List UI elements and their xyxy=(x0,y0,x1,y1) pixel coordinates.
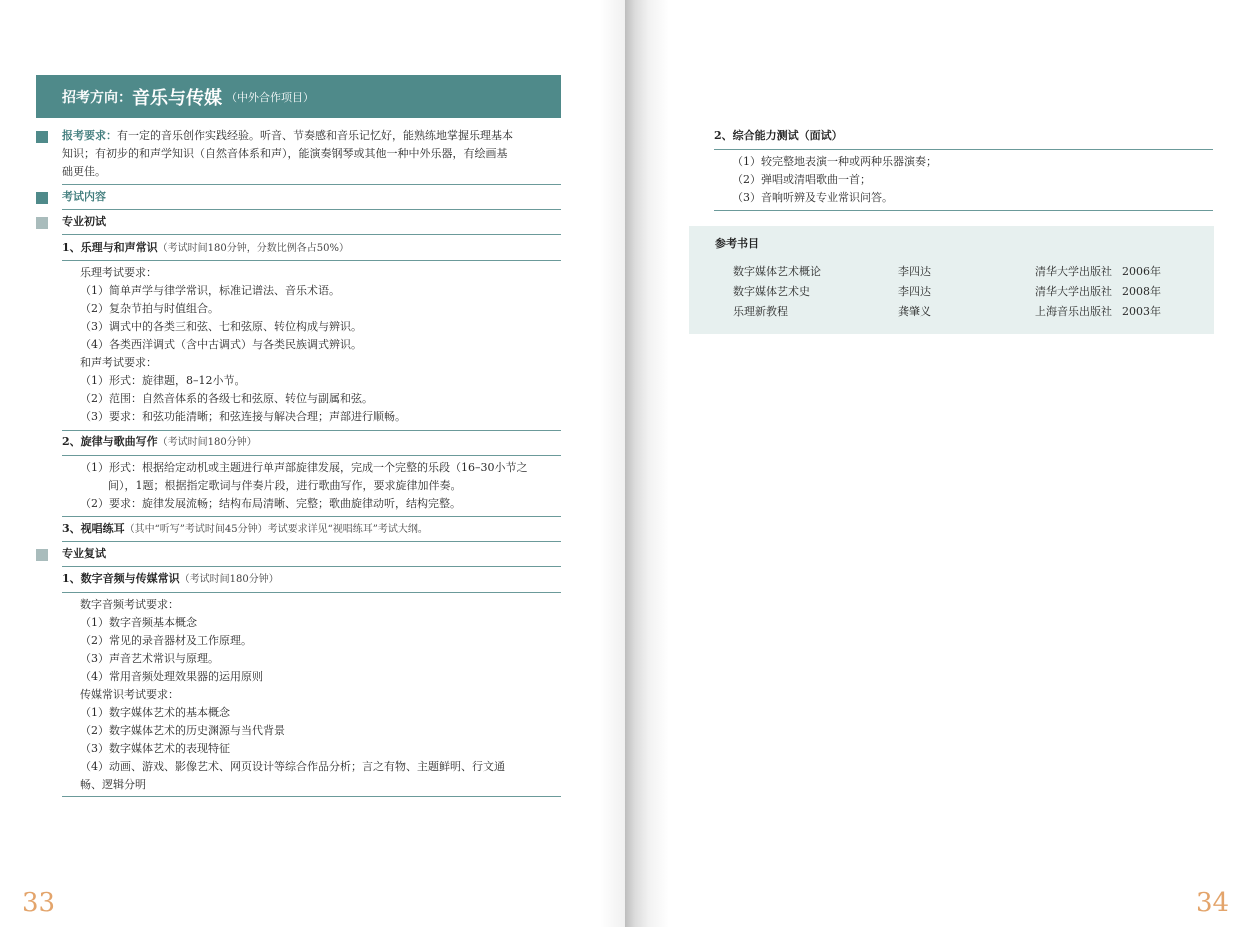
list-item: （3）要求：和弦功能清晰；和弦连接与解决合理；声部进行顺畅。 xyxy=(80,410,406,423)
banner-subtitle: （中外合作项目） xyxy=(226,90,314,104)
section-1-heading xyxy=(62,239,349,258)
list-item: 乐理考试要求： xyxy=(80,266,157,279)
gutter-shadow xyxy=(600,0,625,927)
list-item: （4）常用音频处理效果器的运用原则 xyxy=(80,670,263,683)
list-item: （2）常见的录音器材及工作原理。 xyxy=(80,634,252,647)
list-item: （1）较完整地表演一种或两种乐器演奏； xyxy=(732,155,937,168)
right-section-2-title: 2、综合能力测试（面试） xyxy=(714,129,843,142)
ref-author: 龚肇义 xyxy=(898,305,931,318)
list-item: （3）声音艺术常识与原理。 xyxy=(80,652,219,665)
requirement-line-2: 知识；有初步的和声学知识（自然音体系和声），能演奏钢琴或其他一种中外乐器，有绘画基 xyxy=(62,147,508,160)
list-item: 数字音频考试要求： xyxy=(80,598,179,611)
list-item: （4）各类西洋调式（含中古调式）与各类民族调式辨识。 xyxy=(80,338,362,351)
list-item: （2）复杂节拍与时值组合。 xyxy=(80,302,219,315)
section-3-heading xyxy=(62,520,428,539)
list-item: （2）数字媒体艺术的历史渊源与当代背景 xyxy=(80,724,285,737)
list-item: （4）动画、游戏、影像艺术、网页设计等综合作品分析；言之有物、主题鲜明、行文通 xyxy=(80,760,505,773)
retest-1-title: 1、数字音频与传媒常识 xyxy=(62,572,180,585)
divider xyxy=(62,541,561,542)
list-item: 间），1题；根据指定歌词与伴奏片段，进行歌曲写作，要求旋律加伴奏。 xyxy=(108,479,462,492)
list-item: （2）弹唱或清唱歌曲一首； xyxy=(732,173,871,186)
list-item: （3）数字媒体艺术的表现特征 xyxy=(80,742,230,755)
ref-year: 2003年 xyxy=(1122,305,1161,318)
ref-title: 数字媒体艺术概论 xyxy=(733,265,821,278)
divider xyxy=(62,209,561,210)
list-item: （1）数字音频基本概念 xyxy=(80,616,197,629)
requirement-line-3: 础更佳。 xyxy=(62,165,106,178)
exam-content-heading: 考试内容 xyxy=(62,190,106,203)
list-item: 畅、逻辑分明 xyxy=(80,778,146,791)
retest-1-heading xyxy=(62,570,279,589)
ref-publisher: 清华大学出版社 xyxy=(1035,285,1112,298)
list-item: 传媒常识考试要求： xyxy=(80,688,179,701)
banner-title: 音乐与传媒 xyxy=(132,87,222,109)
requirement-text-1: 有一定的音乐创作实践经验。听音、节奏感和音乐记忆好，能熟练地掌握乐理基本 xyxy=(117,129,513,142)
bullet-square xyxy=(36,192,48,204)
ref-publisher: 上海音乐出版社 xyxy=(1035,305,1112,318)
divider xyxy=(62,592,561,593)
ref-title: 数字媒体艺术史 xyxy=(733,285,810,298)
section-2-note: （考试时间180分钟） xyxy=(157,437,257,448)
section-1-title: 1、乐理与和声常识 xyxy=(62,241,158,254)
page-number-left: 33 xyxy=(22,888,56,918)
divider xyxy=(62,796,561,797)
ref-publisher: 清华大学出版社 xyxy=(1035,265,1112,278)
page-number-right: 34 xyxy=(1196,888,1230,918)
retest-1-note: （考试时间180分钟） xyxy=(179,574,279,585)
divider xyxy=(714,149,1213,150)
divider xyxy=(62,455,561,456)
list-item: （2）范围：自然音体系的各级七和弦原、转位与副属和弦。 xyxy=(80,392,373,405)
section-3-note: （其中“听写”考试时间45分钟）考试要求详见“视唱练耳”考试大纲。 xyxy=(124,524,428,535)
ref-year: 2008年 xyxy=(1122,285,1161,298)
divider xyxy=(62,234,561,235)
section-1-note: （考试时间180分钟，分数比例各占50%） xyxy=(157,243,349,254)
section-2-heading xyxy=(62,433,257,452)
bullet-square xyxy=(36,217,48,229)
divider xyxy=(62,430,561,431)
section-2-title: 2、旋律与歌曲写作 xyxy=(62,435,158,448)
list-item: 和声考试要求： xyxy=(80,356,157,369)
list-item: （1）数字媒体艺术的基本概念 xyxy=(80,706,230,719)
ref-year: 2006年 xyxy=(1122,265,1161,278)
list-item: （1）形式：根据给定动机或主题进行单声部旋律发展，完成一个完整的乐段（16–30小节之 xyxy=(80,461,528,474)
list-item: （3）音响听辨及专业常识问答。 xyxy=(732,191,893,204)
list-item: （1）简单声学与律学常识，标准记谱法、音乐术语。 xyxy=(80,284,340,297)
ref-title: 乐理新教程 xyxy=(733,305,788,318)
requirement-line-1 xyxy=(62,127,513,145)
divider xyxy=(62,566,561,567)
divider xyxy=(62,184,561,185)
requirement-label: 报考要求： xyxy=(62,129,117,142)
references-box xyxy=(689,226,1214,334)
banner-label: 招考方向： xyxy=(62,89,132,106)
list-item: （3）调式中的各类三和弦、七和弦原、转位构成与辨识。 xyxy=(80,320,362,333)
divider xyxy=(62,516,561,517)
section-3-title: 3、视唱练耳 xyxy=(62,522,125,535)
divider xyxy=(714,210,1213,211)
ref-author: 李四达 xyxy=(898,265,931,278)
bullet-square xyxy=(36,549,48,561)
section-banner xyxy=(36,75,561,118)
prelim-heading: 专业初试 xyxy=(62,215,106,228)
list-item: （1）形式：旋律题，8–12小节。 xyxy=(80,374,246,387)
list-item: （2）要求：旋律发展流畅；结构布局清晰、完整；歌曲旋律动听，结构完整。 xyxy=(80,497,461,510)
references-title: 参考书目 xyxy=(715,237,759,250)
bullet-square xyxy=(36,131,48,143)
ref-author: 李四达 xyxy=(898,285,931,298)
retest-heading: 专业复试 xyxy=(62,547,106,560)
divider xyxy=(62,260,561,261)
